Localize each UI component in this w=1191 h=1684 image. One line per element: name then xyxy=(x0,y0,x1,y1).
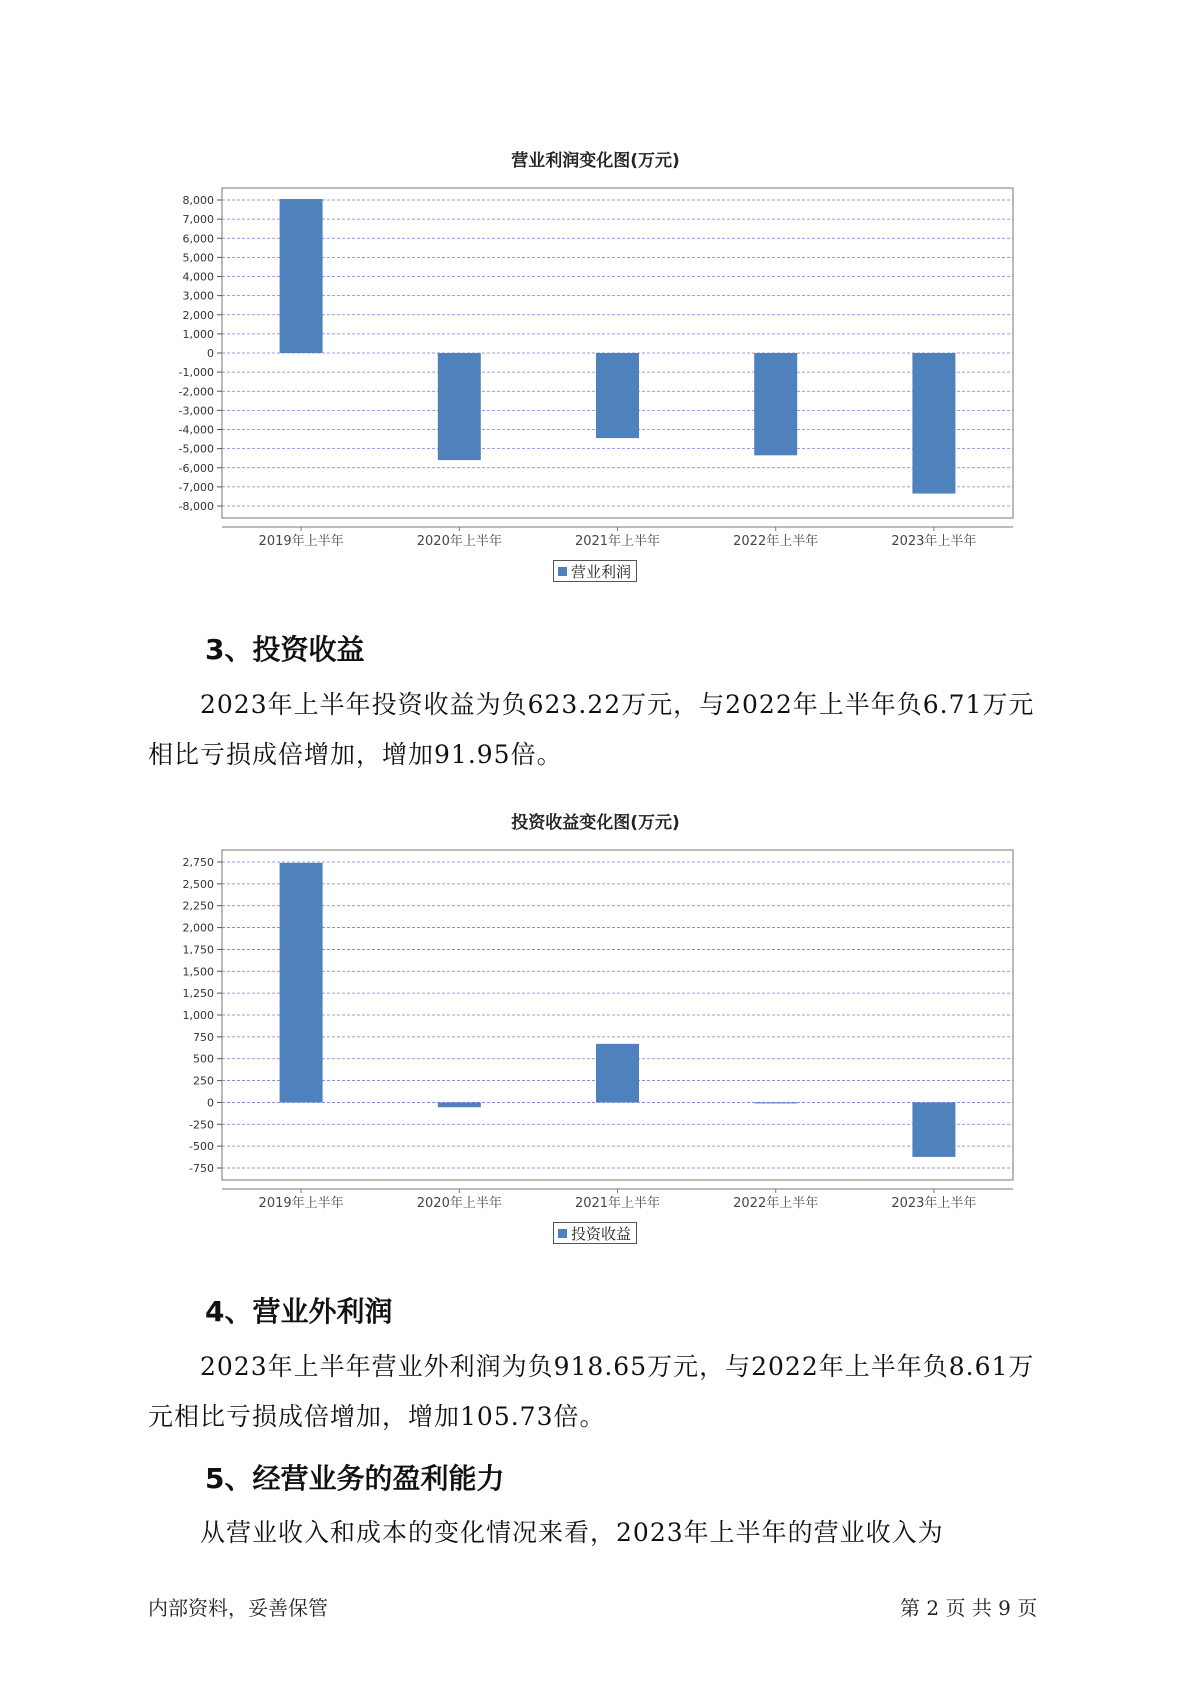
chart1-ytick-label: 0 xyxy=(207,347,214,360)
footer-left: 内部资料，妥善保管 xyxy=(148,1596,328,1620)
chart2-bar xyxy=(912,1102,955,1156)
chart1-ytick-label: 4,000 xyxy=(182,270,214,284)
chart1-ytick-label: -8,000 xyxy=(178,500,214,513)
chart2-ytick-label: -250 xyxy=(189,1118,214,1132)
chart2-ytick-label: 750 xyxy=(193,1030,214,1044)
chart2-bar xyxy=(754,1102,797,1103)
chart1-ytick-label: -4,000 xyxy=(178,423,214,437)
chart2-ytick-label: 1,000 xyxy=(182,1009,214,1022)
chart2-xtick-label: 2019年上半年 xyxy=(258,1196,344,1211)
chart1-ytick-label: -5,000 xyxy=(178,442,214,456)
chart2-ytick-label: -500 xyxy=(189,1140,214,1154)
chart2-ytick-label: 2,750 xyxy=(182,856,214,869)
chart2-title: 投资收益变化图(万元) xyxy=(511,813,680,833)
chart2-bar xyxy=(280,863,323,1103)
chart1-bar xyxy=(754,353,797,455)
chart1-ytick-label: 2,000 xyxy=(182,308,214,322)
chart2-ytick-label: 500 xyxy=(193,1052,214,1066)
chart2-ytick-label: 0 xyxy=(207,1096,214,1110)
chart1-xtick-label: 2022年上半年 xyxy=(733,534,819,549)
chart1-ytick-label: -3,000 xyxy=(178,404,214,418)
chart2-xtick-label: 2022年上半年 xyxy=(733,1196,819,1211)
chart2-xtick-label: 2020年上半年 xyxy=(416,1196,502,1211)
chart2-plot xyxy=(0,842,1191,1212)
chart2-bar xyxy=(438,1102,481,1107)
section5-paragraph xyxy=(148,1508,1048,1558)
footer-page-number: 第 2 页 共 9 页 xyxy=(900,1596,1038,1620)
legend-swatch xyxy=(558,567,567,576)
chart1-ytick-label: 3,000 xyxy=(182,289,214,303)
chart2-ytick-label: 2,250 xyxy=(182,899,214,913)
section4-line1: 2023年上半年营业外利润为负918.65万元，与2022年上半年负8.61万 xyxy=(200,1352,1035,1381)
chart1-ytick-label: 8,000 xyxy=(182,194,214,207)
section3-heading: 3、投资收益 xyxy=(205,633,365,666)
chart1-ytick-label: -6,000 xyxy=(178,461,214,475)
chart2-ytick-label: 2,500 xyxy=(182,877,214,891)
chart1-ytick-label: -7,000 xyxy=(178,480,214,494)
chart1-ytick-label: 1,000 xyxy=(182,327,214,341)
chart2-ytick-label: -750 xyxy=(189,1162,214,1175)
chart2-ytick-label: 1,250 xyxy=(182,987,214,1001)
chart2-ytick-label: 250 xyxy=(193,1074,214,1088)
chart2-xtick-label: 2023年上半年 xyxy=(891,1196,977,1211)
chart2-legend xyxy=(553,1222,637,1244)
chart1-xtick-label: 2020年上半年 xyxy=(416,534,502,549)
chart1-ytick-label: -2,000 xyxy=(178,385,214,399)
chart1-ytick-label: 5,000 xyxy=(182,251,214,265)
chart1-bar xyxy=(280,199,323,353)
section5-line1: 从营业收入和成本的变化情况来看，2023年上半年的营业收入为 xyxy=(200,1518,944,1547)
chart1-plot xyxy=(0,180,1191,550)
chart1-legend xyxy=(553,560,637,582)
section3-paragraph xyxy=(148,680,1048,780)
section4-line2: 元相比亏损成倍增加，增加105.73倍。 xyxy=(148,1402,606,1431)
chart2-bar xyxy=(596,1044,639,1103)
chart2-xtick-label: 2021年上半年 xyxy=(574,1196,661,1211)
chart1-bar xyxy=(438,353,481,460)
section4-heading: 4、营业外利润 xyxy=(205,1295,393,1328)
chart2-legend-label: 投资收益 xyxy=(571,1224,632,1243)
section5-heading: 5、经营业务的盈利能力 xyxy=(205,1462,505,1495)
chart1-bar xyxy=(912,353,955,494)
chart1-xtick-label: 2021年上半年 xyxy=(574,534,661,549)
chart2-ytick-label: 2,000 xyxy=(182,921,214,935)
section3-line1: 2023年上半年投资收益为负623.22万元，与2022年上半年负6.71万元 xyxy=(200,690,1035,719)
chart1-xtick-label: 2023年上半年 xyxy=(891,534,977,549)
chart1-bar xyxy=(596,353,639,438)
legend-swatch xyxy=(558,1229,567,1238)
chart1-legend-label: 营业利润 xyxy=(571,562,632,581)
chart2-ytick-label: 1,500 xyxy=(182,965,214,979)
section4-paragraph xyxy=(148,1342,1048,1442)
chart2-ytick-label: 1,750 xyxy=(182,943,214,957)
chart1-ytick-label: 6,000 xyxy=(182,232,214,246)
chart1-ytick-label: 7,000 xyxy=(182,213,214,227)
chart1-xtick-label: 2019年上半年 xyxy=(258,534,344,549)
section3-line2: 相比亏损成倍增加，增加91.95倍。 xyxy=(148,740,563,769)
chart1-ytick-label: -1,000 xyxy=(178,366,214,380)
chart1-title: 营业利润变化图(万元) xyxy=(511,151,680,171)
